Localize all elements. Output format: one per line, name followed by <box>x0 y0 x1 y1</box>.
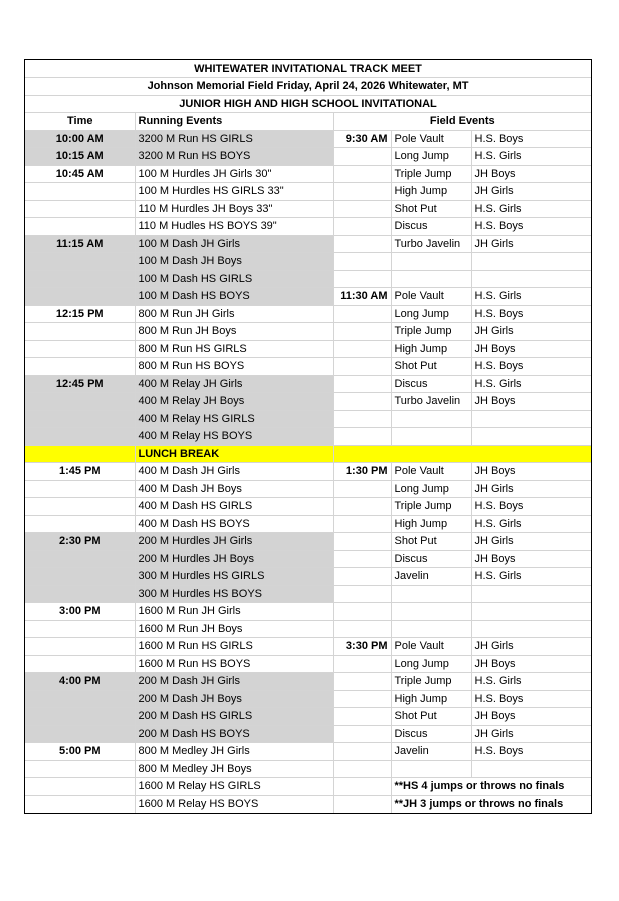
field-event-cell: Triple Jump <box>391 323 471 341</box>
field-event-cell <box>391 428 471 446</box>
running-time-cell: 2:30 PM <box>25 533 135 551</box>
schedule-row <box>25 148 591 166</box>
field-division-cell: JH Girls <box>471 183 591 201</box>
running-event-cell: 400 M Dash JH Girls <box>135 463 333 481</box>
field-division-cell: JH Boys <box>471 550 591 568</box>
schedule-row <box>25 235 591 253</box>
schedule-row <box>25 480 591 498</box>
schedule-row <box>25 655 591 673</box>
running-event-cell: 800 M Medley JH Girls <box>135 743 333 761</box>
running-event-cell: 800 M Run JH Boys <box>135 323 333 341</box>
running-event-cell: 400 M Relay HS BOYS <box>135 428 333 446</box>
field-event-cell <box>391 760 471 778</box>
running-event-cell: 1600 M Run HS BOYS <box>135 655 333 673</box>
running-event-cell: 200 M Dash HS BOYS <box>135 725 333 743</box>
schedule-row <box>25 428 591 446</box>
field-division-cell: H.S. Boys <box>471 498 591 516</box>
schedule-row <box>25 410 591 428</box>
running-time-cell: 10:15 AM <box>25 148 135 166</box>
running-time-cell: 12:45 PM <box>25 375 135 393</box>
running-time-cell <box>25 515 135 533</box>
schedule-row <box>25 673 591 691</box>
running-event-cell: 100 M Dash JH Girls <box>135 235 333 253</box>
field-note-cell: **JH 3 jumps or throws no finals <box>391 795 591 813</box>
running-time-cell: 3:00 PM <box>25 603 135 621</box>
field-time-cell <box>333 165 391 183</box>
running-event-cell: 100 M Hurdles JH Girls 30" <box>135 165 333 183</box>
field-division-cell: H.S. Girls <box>471 148 591 166</box>
running-time-cell <box>25 708 135 726</box>
running-event-cell: 110 M Hudles HS BOYS 39" <box>135 218 333 236</box>
field-division-cell: JH Girls <box>471 323 591 341</box>
lunch-break-label: LUNCH BREAK <box>135 445 333 463</box>
field-time-cell <box>333 725 391 743</box>
schedule-row <box>25 270 591 288</box>
running-event-cell: 800 M Run JH Girls <box>135 305 333 323</box>
field-time-cell: 11:30 AM <box>333 288 391 306</box>
field-event-cell: High Jump <box>391 340 471 358</box>
field-event-cell: Turbo Javelin <box>391 393 471 411</box>
schedule-row <box>25 603 591 621</box>
running-time-cell <box>25 620 135 638</box>
field-time-cell <box>333 743 391 761</box>
running-event-cell: 200 M Hurdles JH Girls <box>135 533 333 551</box>
field-division-cell: H.S. Boys <box>471 743 591 761</box>
field-time-cell <box>333 428 391 446</box>
running-event-cell: 400 M Relay JH Girls <box>135 375 333 393</box>
field-note-cell: **HS 4 jumps or throws no finals <box>391 778 591 796</box>
field-division-cell: JH Girls <box>471 533 591 551</box>
field-time-cell <box>333 253 391 271</box>
schedule-row <box>25 183 591 201</box>
running-time-cell <box>25 795 135 813</box>
field-time-cell <box>333 183 391 201</box>
field-time-cell <box>333 148 391 166</box>
running-time-cell <box>25 778 135 796</box>
running-event-cell: 1600 M Relay HS BOYS <box>135 795 333 813</box>
field-time-cell <box>333 568 391 586</box>
running-event-cell: 800 M Run HS BOYS <box>135 358 333 376</box>
schedule-row <box>25 690 591 708</box>
field-event-cell: Shot Put <box>391 200 471 218</box>
field-event-cell: Triple Jump <box>391 673 471 691</box>
subtitle-row <box>25 78 591 96</box>
field-time-cell <box>333 708 391 726</box>
schedule-row <box>25 778 591 796</box>
field-division-cell: H.S. Boys <box>471 130 591 148</box>
field-time-cell <box>333 235 391 253</box>
field-division-cell: H.S. Girls <box>471 200 591 218</box>
running-time-cell <box>25 428 135 446</box>
field-division-cell <box>471 270 591 288</box>
running-event-cell: 3200 M Run HS GIRLS <box>135 130 333 148</box>
running-event-cell: 100 M Hurdles HS GIRLS 33" <box>135 183 333 201</box>
field-time-cell <box>333 795 391 813</box>
schedule-row <box>25 743 591 761</box>
field-time-cell <box>333 410 391 428</box>
field-division-cell: JH Girls <box>471 235 591 253</box>
running-time-cell <box>25 358 135 376</box>
field-event-cell: Long Jump <box>391 148 471 166</box>
field-event-cell <box>391 270 471 288</box>
field-event-cell <box>391 253 471 271</box>
running-event-cell: 800 M Run HS GIRLS <box>135 340 333 358</box>
field-time-cell <box>333 603 391 621</box>
running-event-cell: 800 M Medley JH Boys <box>135 760 333 778</box>
field-division-cell: JH Girls <box>471 480 591 498</box>
schedule-row <box>25 760 591 778</box>
schedule-row <box>25 708 591 726</box>
running-time-cell <box>25 760 135 778</box>
field-time-cell <box>333 375 391 393</box>
field-division-cell: JH Boys <box>471 708 591 726</box>
running-time-cell <box>25 638 135 656</box>
running-time-cell <box>25 550 135 568</box>
field-division-cell: H.S. Boys <box>471 305 591 323</box>
running-event-cell: 200 M Hurdles JH Boys <box>135 550 333 568</box>
running-event-cell: 400 M Relay HS GIRLS <box>135 410 333 428</box>
schedule-row <box>25 620 591 638</box>
field-division-cell: JH Boys <box>471 463 591 481</box>
running-time-cell: 10:45 AM <box>25 165 135 183</box>
running-time-cell <box>25 690 135 708</box>
schedule-row <box>25 200 591 218</box>
running-event-cell: 200 M Dash HS GIRLS <box>135 708 333 726</box>
running-event-cell: 1600 M Run HS GIRLS <box>135 638 333 656</box>
running-event-cell: 200 M Dash JH Boys <box>135 690 333 708</box>
schedule-row <box>25 533 591 551</box>
schedule-row <box>25 165 591 183</box>
running-time-cell <box>25 270 135 288</box>
field-time-cell <box>333 673 391 691</box>
schedule-row <box>25 130 591 148</box>
field-event-cell: Triple Jump <box>391 165 471 183</box>
field-division-cell: JH Boys <box>471 165 591 183</box>
running-time-cell <box>25 200 135 218</box>
field-time-cell <box>333 323 391 341</box>
schedule-row <box>25 725 591 743</box>
schedule-row <box>25 393 591 411</box>
running-time-cell <box>25 253 135 271</box>
running-time-cell: 4:00 PM <box>25 673 135 691</box>
running-event-cell: 400 M Dash JH Boys <box>135 480 333 498</box>
running-time-cell <box>25 568 135 586</box>
field-event-cell: High Jump <box>391 515 471 533</box>
running-time-cell <box>25 288 135 306</box>
field-time-cell <box>333 498 391 516</box>
running-time-cell <box>25 498 135 516</box>
page-subtitle: Johnson Memorial Field Friday, April 24, 2026 Whitewater, MT <box>25 78 591 96</box>
field-event-cell <box>391 603 471 621</box>
schedule-row <box>25 638 591 656</box>
field-event-cell: Pole Vault <box>391 130 471 148</box>
field-division-cell <box>471 585 591 603</box>
field-event-cell: Turbo Javelin <box>391 235 471 253</box>
field-time-cell <box>333 760 391 778</box>
field-division-cell <box>471 410 591 428</box>
running-time-cell: 5:00 PM <box>25 743 135 761</box>
header-running-events: Running Events <box>135 113 333 131</box>
running-time-cell <box>25 218 135 236</box>
field-division-cell: H.S. Boys <box>471 358 591 376</box>
schedule-row <box>25 515 591 533</box>
schedule-row <box>25 253 591 271</box>
running-event-cell: 300 M Hurdles HS GIRLS <box>135 568 333 586</box>
field-division-cell: H.S. Girls <box>471 515 591 533</box>
field-event-cell <box>391 585 471 603</box>
field-division-cell <box>471 428 591 446</box>
field-time-cell <box>333 550 391 568</box>
header-field-events: Field Events <box>333 113 591 131</box>
running-event-cell: 1600 M Run JH Boys <box>135 620 333 638</box>
field-time-cell: 9:30 AM <box>333 130 391 148</box>
field-division-cell <box>471 603 591 621</box>
running-time-cell <box>25 340 135 358</box>
field-division-cell: JH Boys <box>471 340 591 358</box>
schedule-row <box>25 340 591 358</box>
field-time-cell <box>333 480 391 498</box>
running-time-cell: 1:45 PM <box>25 463 135 481</box>
running-time-cell <box>25 393 135 411</box>
running-time-cell: 11:15 AM <box>25 235 135 253</box>
field-event-cell: Shot Put <box>391 533 471 551</box>
field-division-cell: H.S. Girls <box>471 288 591 306</box>
field-time-cell <box>333 200 391 218</box>
field-time-cell <box>333 218 391 236</box>
field-event-cell: Discus <box>391 550 471 568</box>
field-event-cell: High Jump <box>391 183 471 201</box>
field-event-cell: Long Jump <box>391 305 471 323</box>
page-subheading: JUNIOR HIGH AND HIGH SCHOOL INVITATIONAL <box>25 95 591 113</box>
field-time-cell <box>333 655 391 673</box>
running-time-cell <box>25 480 135 498</box>
field-event-cell: Discus <box>391 218 471 236</box>
schedule-row <box>25 288 591 306</box>
schedule-row <box>25 358 591 376</box>
field-division-cell: H.S. Girls <box>471 375 591 393</box>
running-event-cell: 300 M Hurdles HS BOYS <box>135 585 333 603</box>
field-time-cell: 1:30 PM <box>333 463 391 481</box>
field-event-cell: Pole Vault <box>391 288 471 306</box>
schedule-row <box>25 585 591 603</box>
field-event-cell: Javelin <box>391 743 471 761</box>
field-event-cell <box>391 620 471 638</box>
field-time-cell <box>333 778 391 796</box>
field-division-cell: H.S. Girls <box>471 673 591 691</box>
field-event-cell: Shot Put <box>391 708 471 726</box>
field-event-cell: Long Jump <box>391 655 471 673</box>
field-event-cell: Pole Vault <box>391 463 471 481</box>
schedule-row <box>25 375 591 393</box>
field-division-cell <box>471 760 591 778</box>
field-event-cell: Discus <box>391 375 471 393</box>
running-time-cell <box>25 183 135 201</box>
running-event-cell: 400 M Dash HS GIRLS <box>135 498 333 516</box>
field-time-cell <box>333 358 391 376</box>
field-event-cell: Triple Jump <box>391 498 471 516</box>
field-time-cell <box>333 340 391 358</box>
running-event-cell: 1600 M Run JH Girls <box>135 603 333 621</box>
field-time-cell <box>333 585 391 603</box>
running-time-cell <box>25 655 135 673</box>
field-division-cell: JH Girls <box>471 638 591 656</box>
schedule-row <box>25 323 591 341</box>
running-event-cell: 400 M Relay JH Boys <box>135 393 333 411</box>
field-event-cell <box>391 410 471 428</box>
field-time-cell <box>333 393 391 411</box>
running-event-cell: 1600 M Relay HS GIRLS <box>135 778 333 796</box>
running-time-cell <box>25 323 135 341</box>
field-time-cell <box>333 305 391 323</box>
field-time-cell <box>333 533 391 551</box>
field-division-cell <box>471 253 591 271</box>
field-event-cell: Pole Vault <box>391 638 471 656</box>
title-row <box>25 60 591 78</box>
page-title: WHITEWATER INVITATIONAL TRACK MEET <box>194 62 422 75</box>
field-time-cell <box>333 690 391 708</box>
schedule-row <box>25 550 591 568</box>
running-event-cell: 400 M Dash HS BOYS <box>135 515 333 533</box>
header-time: Time <box>25 113 135 131</box>
running-event-cell: 3200 M Run HS BOYS <box>135 148 333 166</box>
field-division-cell: H.S. Boys <box>471 690 591 708</box>
schedule-row <box>25 218 591 236</box>
schedule-row <box>25 305 591 323</box>
running-event-cell: 100 M Dash HS BOYS <box>135 288 333 306</box>
field-event-cell: Long Jump <box>391 480 471 498</box>
field-time-cell <box>333 620 391 638</box>
field-division-cell: JH Boys <box>471 393 591 411</box>
schedule-row <box>25 463 591 481</box>
field-time-cell <box>333 270 391 288</box>
running-time-cell <box>25 585 135 603</box>
field-division-cell <box>471 620 591 638</box>
field-event-cell: Shot Put <box>391 358 471 376</box>
field-division-cell: JH Boys <box>471 655 591 673</box>
running-event-cell: 200 M Dash JH Girls <box>135 673 333 691</box>
field-time-cell: 3:30 PM <box>333 638 391 656</box>
schedule-sheet <box>24 59 592 814</box>
schedule-table <box>25 60 591 813</box>
subheading-row <box>25 95 591 113</box>
running-event-cell: 100 M Dash HS GIRLS <box>135 270 333 288</box>
lunch-time-cell <box>25 445 135 463</box>
field-time-cell <box>333 515 391 533</box>
running-time-cell <box>25 725 135 743</box>
field-division-cell: JH Girls <box>471 725 591 743</box>
field-event-cell: Discus <box>391 725 471 743</box>
field-division-cell: H.S. Boys <box>471 218 591 236</box>
running-time-cell: 10:00 AM <box>25 130 135 148</box>
schedule-row <box>25 498 591 516</box>
field-event-cell: Javelin <box>391 568 471 586</box>
field-event-cell: High Jump <box>391 690 471 708</box>
lunch-field-cell <box>333 445 591 463</box>
running-time-cell <box>25 410 135 428</box>
header-row <box>25 113 591 131</box>
field-division-cell: H.S. Girls <box>471 568 591 586</box>
lunch-break-row <box>25 445 591 463</box>
running-time-cell: 12:15 PM <box>25 305 135 323</box>
schedule-row <box>25 795 591 813</box>
running-event-cell: 110 M Hurdles JH Boys 33" <box>135 200 333 218</box>
running-event-cell: 100 M Dash JH Boys <box>135 253 333 271</box>
schedule-row <box>25 568 591 586</box>
